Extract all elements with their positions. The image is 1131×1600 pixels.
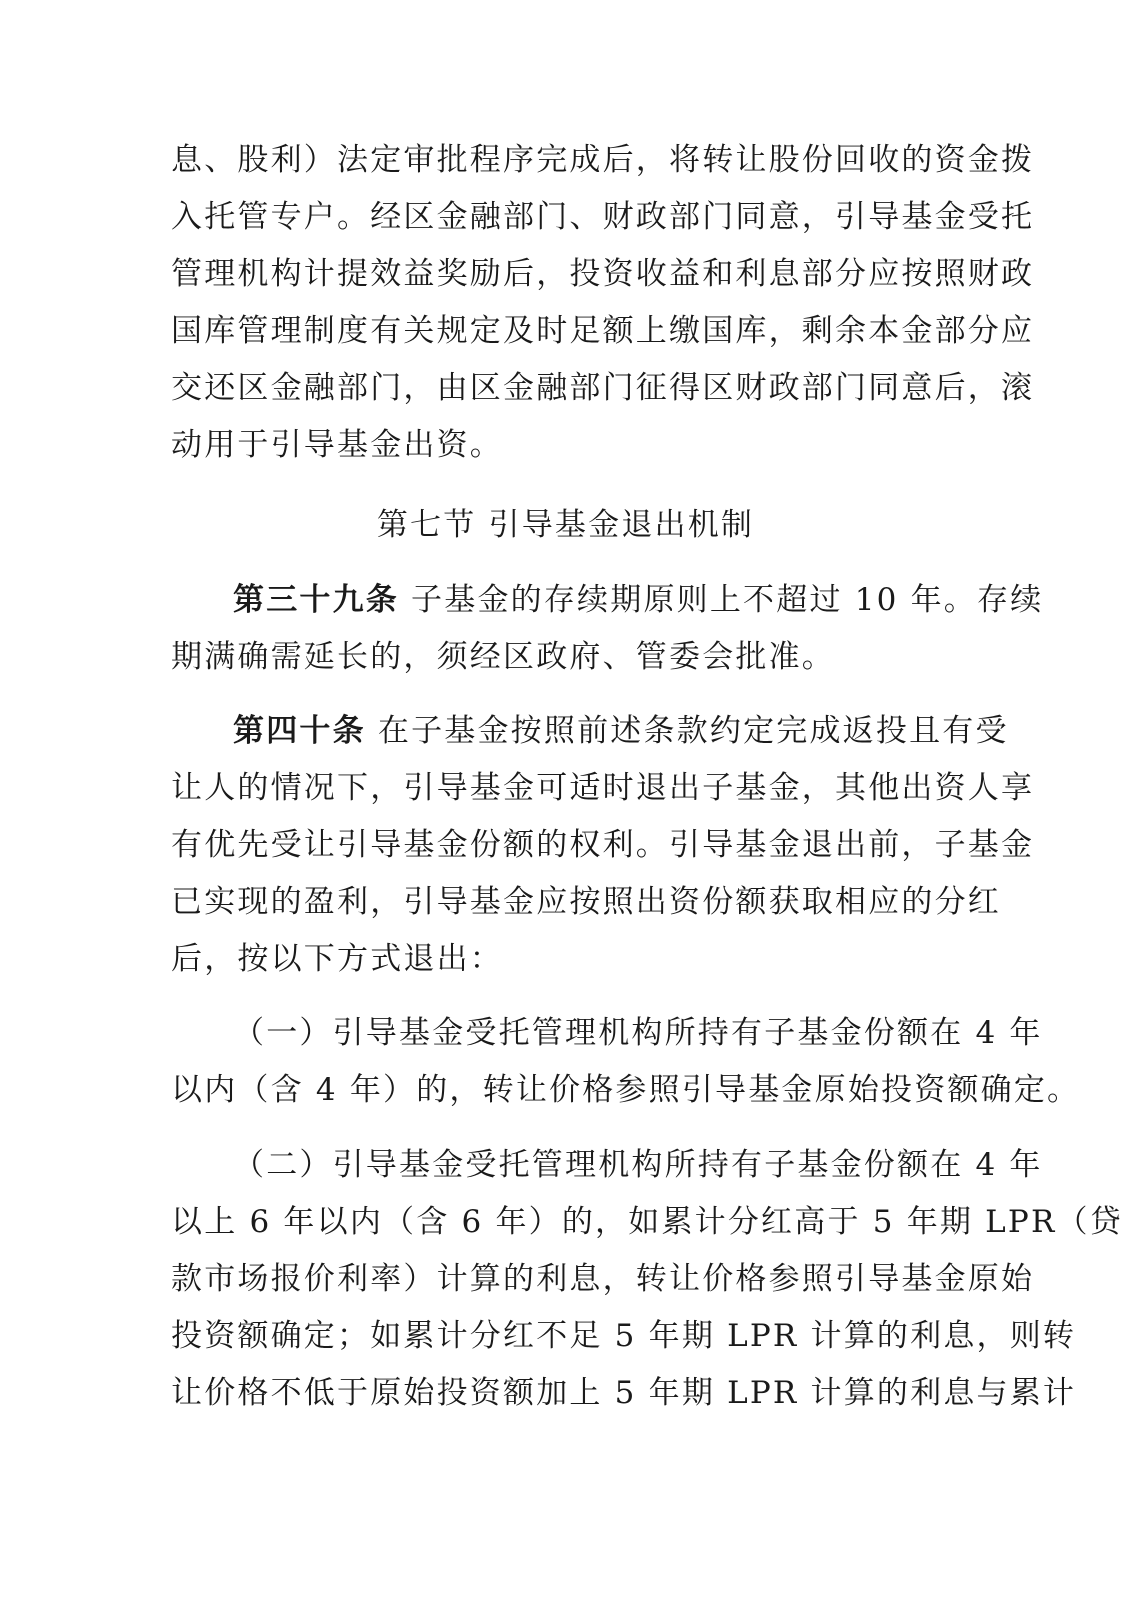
- section-heading: 第七节 引导基金退出机制: [376, 507, 755, 543]
- text-line: 息、股利）法定审批程序完成后，将转让股份回收的资金拨: [171, 142, 1035, 178]
- article-label: 第三十九条: [233, 582, 399, 618]
- article-text: 在子基金按照前述条款约定完成返投且有受: [365, 713, 1009, 749]
- article-40: [171, 703, 1035, 988]
- text-line: [171, 572, 1044, 629]
- text-line: 管理机构计提效益奖励后，投资收益和利息部分应按照财政: [171, 256, 1035, 292]
- text-line: 款市场报价利率）计算的利息，转让价格参照引导基金原始: [171, 1261, 1035, 1297]
- paragraph-fund-return: [171, 132, 1035, 474]
- article-label: 第四十条: [233, 713, 366, 749]
- text-line: 后，按以下方式退出：: [171, 941, 503, 977]
- text-line: （一）引导基金受托管理机构所持有子基金份额在 4 年: [233, 1015, 1043, 1051]
- text-line: 已实现的盈利，引导基金应按照出资份额获取相应的分红: [171, 884, 1001, 920]
- text-line: 以内（含 4 年）的，转让价格参照引导基金原始投资额确定。: [171, 1072, 1081, 1108]
- text-line: 投资额确定；如累计分红不足 5 年期 LPR 计算的利息，则转: [171, 1318, 1077, 1354]
- text-line: 国库管理制度有关规定及时足额上缴国库，剩余本金部分应: [171, 313, 1035, 349]
- text-line: 入托管专户。经区金融部门、财政部门同意，引导基金受托: [171, 199, 1035, 235]
- text-line: 有优先受让引导基金份额的权利。引导基金退出前，子基金: [171, 827, 1035, 863]
- exit-item-2: [171, 1137, 1123, 1422]
- text-line: 让人的情况下，引导基金可适时退出子基金，其他出资人享: [171, 770, 1035, 806]
- text-line: （二）引导基金受托管理机构所持有子基金份额在 4 年: [233, 1147, 1043, 1183]
- text-line: 交还区金融部门，由区金融部门征得区财政部门同意后，滚: [171, 370, 1035, 406]
- text-line: 让价格不低于原始投资额加上 5 年期 LPR 计算的利息与累计: [171, 1375, 1077, 1411]
- article-39: [171, 572, 1044, 686]
- exit-item-1: [171, 1005, 1081, 1119]
- text-line: 以上 6 年以内（含 6 年）的，如累计分红高于 5 年期 LPR（贷: [171, 1204, 1123, 1240]
- article-text: 子基金的存续期原则上不超过 10 年。存续: [399, 582, 1044, 618]
- text-line: [171, 703, 1009, 760]
- text-line: 期满确需延长的，须经区政府、管委会批准。: [171, 639, 835, 675]
- text-line: 动用于引导基金出资。: [171, 427, 503, 463]
